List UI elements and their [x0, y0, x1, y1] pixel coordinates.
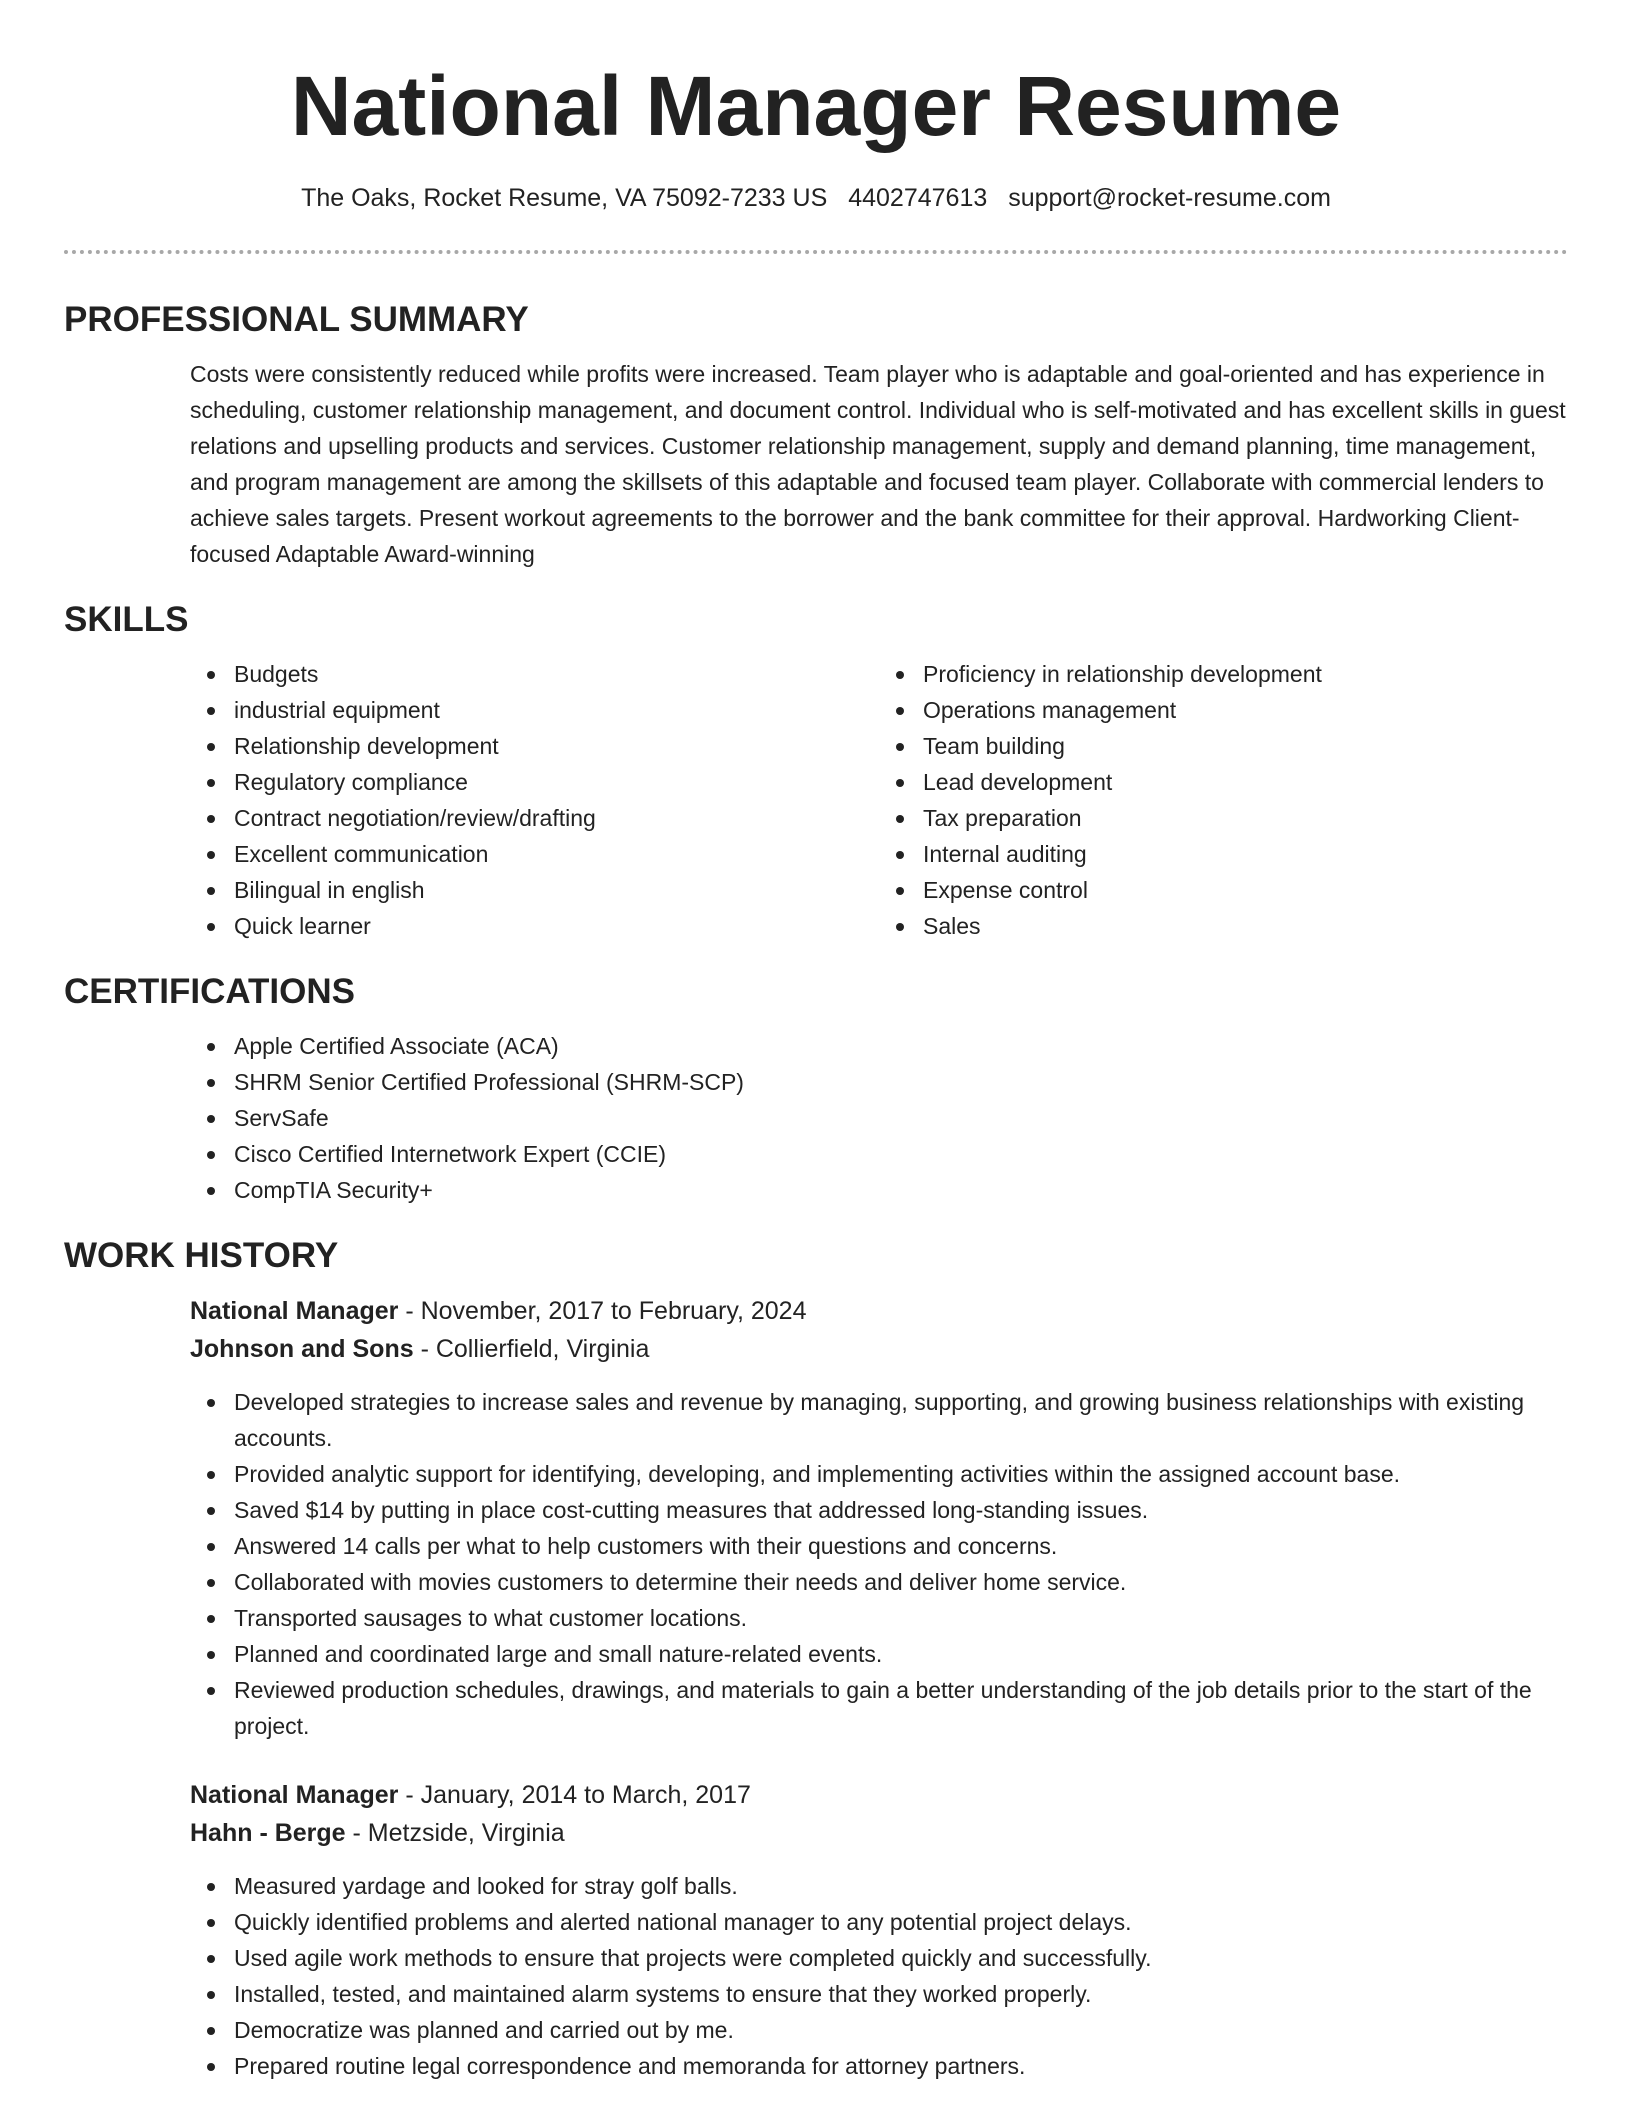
work-history-section	[64, 1234, 1568, 2084]
job-duty: Planned and coordinated large and small nature-related events.	[234, 1636, 1568, 1672]
job-duty: Measured yardage and looked for stray golf balls.	[234, 1868, 1568, 1904]
skills-heading: SKILLS	[64, 600, 189, 639]
job-company-line	[190, 1814, 1568, 1852]
job-entry	[190, 1776, 1568, 2084]
job-location: - Metzside, Virginia	[345, 1819, 565, 1847]
summary-heading: PROFESSIONAL SUMMARY	[64, 300, 529, 339]
job-duty: Prepared routine legal correspondence and memoranda for attorney partners.	[234, 2048, 1568, 2084]
certification-item: Cisco Certified Internetwork Expert (CCIE)	[234, 1136, 1568, 1172]
job-dates: - November, 2017 to February, 2024	[398, 1297, 807, 1325]
job-duty: Democratize was planned and carried out by me.	[234, 2012, 1568, 2048]
job-company-line	[190, 1330, 1568, 1368]
job-duty: Answered 14 calls per what to help customers with their questions and concerns.	[234, 1528, 1568, 1564]
contact-address: The Oaks, Rocket Resume, VA 75092-7233 US	[301, 184, 828, 212]
skill-item: Operations management	[923, 692, 1568, 728]
skill-item: Budgets	[234, 656, 879, 692]
certification-item: ServSafe	[234, 1100, 1568, 1136]
job-duty: Reviewed production schedules, drawings, and materials to gain a better understanding of the job details prior to the start of the project.	[234, 1672, 1568, 1744]
skill-item: Contract negotiation/review/drafting	[234, 800, 879, 836]
skills-section	[64, 598, 1568, 944]
certifications-list	[190, 1028, 1568, 1208]
skill-item: Excellent communication	[234, 836, 879, 872]
skill-item: Relationship development	[234, 728, 879, 764]
job-title-line	[190, 1292, 1568, 1330]
contact-line	[64, 182, 1568, 214]
job-location: - Collierfield, Virginia	[413, 1335, 650, 1363]
certification-item: SHRM Senior Certified Professional (SHRM-SCP)	[234, 1064, 1568, 1100]
job-duties-list	[190, 1868, 1568, 2084]
skill-item: Sales	[923, 908, 1568, 944]
job-duties-list	[190, 1384, 1568, 1744]
certification-item: Apple Certified Associate (ACA)	[234, 1028, 1568, 1064]
job-dates: - January, 2014 to March, 2017	[398, 1781, 751, 1809]
header-divider	[64, 250, 1568, 254]
job-entry	[190, 1292, 1568, 1744]
resume-title: National Manager Resume	[290, 59, 1342, 153]
skill-item: Bilingual in english	[234, 872, 879, 908]
summary-text: Costs were consistently reduced while profits were increased. Team player who is adaptable and goal-oriented and has experience in scheduling, customer relationship management, and document control. Individual who is self-motivated and has excellent skills in guest relations and upselling products and services. Customer relationship management, supply and demand planning, time management, and program management are among the skillsets of this adaptable and focused team player. Collaborate with commercial lenders to achieve sales targets. Present workout agreements to the borrower and the bank committee for their approval. Hardworking Client-focused Adaptable Award-winning	[190, 361, 1566, 567]
skill-item: Lead development	[923, 764, 1568, 800]
skill-item: Internal auditing	[923, 836, 1568, 872]
job-company: Hahn - Berge	[190, 1819, 346, 1847]
certifications-section	[64, 970, 1568, 1208]
job-duty: Provided analytic support for identifying, developing, and implementing activities within the assigned account base.	[234, 1456, 1568, 1492]
job-title: National Manager	[190, 1297, 399, 1325]
skill-item: industrial equipment	[234, 692, 879, 728]
contact-email: support@rocket-resume.com	[1008, 184, 1331, 212]
skill-item: Tax preparation	[923, 800, 1568, 836]
skill-item: Expense control	[923, 872, 1568, 908]
job-duty: Quickly identified problems and alerted national manager to any potential project delays.	[234, 1904, 1568, 1940]
skill-item: Team building	[923, 728, 1568, 764]
summary-section	[64, 298, 1568, 572]
skill-item: Proficiency in relationship development	[923, 656, 1568, 692]
certifications-heading: CERTIFICATIONS	[64, 972, 356, 1011]
skills-list-left	[190, 656, 879, 944]
skills-list-right	[879, 656, 1568, 944]
contact-phone: 4402747613	[848, 184, 988, 212]
job-duty: Used agile work methods to ensure that projects were completed quickly and successfully.	[234, 1940, 1568, 1976]
job-duty: Transported sausages to what customer locations.	[234, 1600, 1568, 1636]
job-duty: Installed, tested, and maintained alarm systems to ensure that they worked properly.	[234, 1976, 1568, 2012]
certification-item: CompTIA Security+	[234, 1172, 1568, 1208]
job-title: National Manager	[190, 1781, 399, 1809]
resume-page	[64, 0, 1568, 2084]
skill-item: Quick learner	[234, 908, 879, 944]
job-duty: Developed strategies to increase sales and revenue by managing, supporting, and growing business relationships with existing accounts.	[234, 1384, 1568, 1456]
job-title-line	[190, 1776, 1568, 1814]
job-duty: Collaborated with movies customers to determine their needs and deliver home service.	[234, 1564, 1568, 1600]
skill-item: Regulatory compliance	[234, 764, 879, 800]
job-company: Johnson and Sons	[190, 1335, 414, 1363]
work-history-heading: WORK HISTORY	[64, 1236, 339, 1275]
job-duty: Saved $14 by putting in place cost-cutting measures that addressed long-standing issues.	[234, 1492, 1568, 1528]
